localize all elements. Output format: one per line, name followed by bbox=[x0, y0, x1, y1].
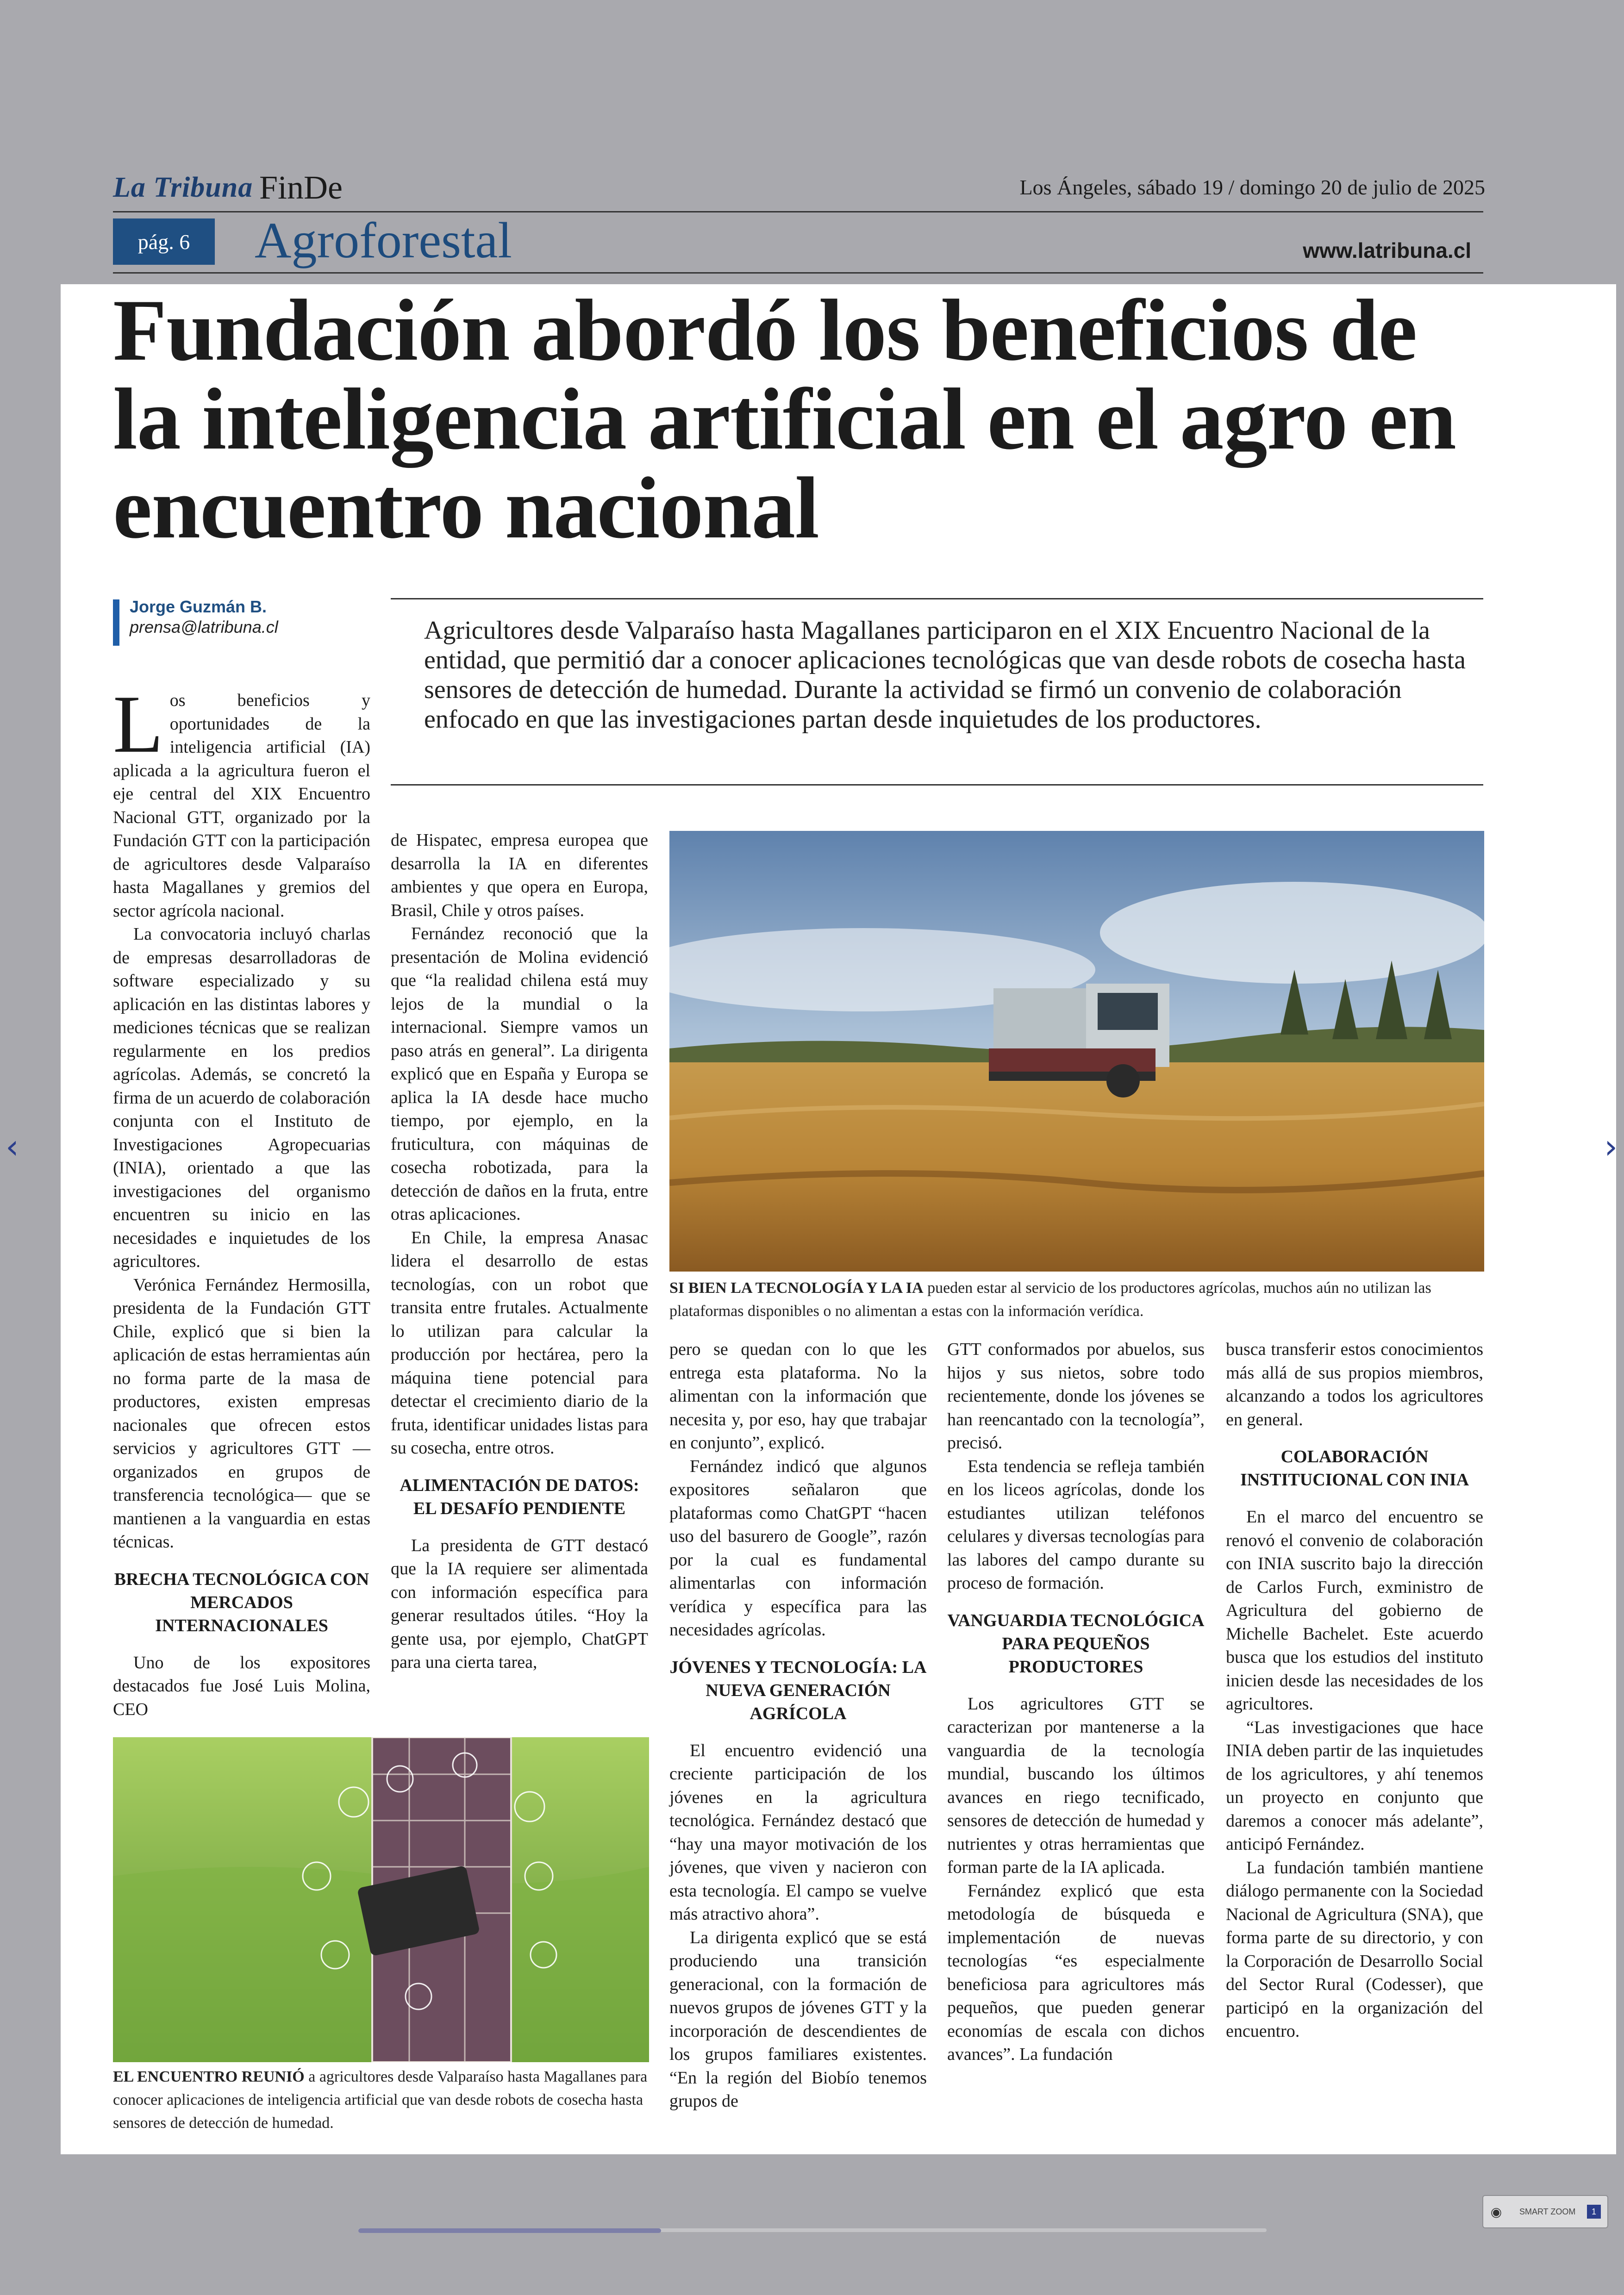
author-accent-bar bbox=[113, 599, 119, 646]
lead-bottom-rule bbox=[391, 784, 1483, 786]
article-column-4 bbox=[947, 1338, 1205, 2066]
harvester-photo bbox=[669, 831, 1484, 1272]
subheading: VANGUARDIA TECNOLÓGICA PARA PEQUEÑOS PRODUCTORES bbox=[947, 1610, 1205, 1677]
section-divider bbox=[113, 272, 1483, 274]
paragraph bbox=[113, 678, 370, 923]
paragraph: “Las investigaciones que hace INIA deben partir de las inquietudes de los agricultores, y ahí tenemos un proyecto en conjunto que daremos a conocer más adelante”, anticipó Fernández. bbox=[1226, 1717, 1483, 1854]
paragraph: Fernández explicó que esta metodología de búsqueda e implementación de nuevas tecnologías “es especialmente beneficiosa para agricultores más pequeños, que pueden generar economías de escala con dichos avances”. La fundación bbox=[947, 1881, 1205, 2064]
harvester-photo-caption bbox=[669, 1277, 1484, 1323]
paragraph: El encuentro evidenció una creciente participación de los jóvenes en la agricultura tecnológica. Fernández destacó que “hay una mayor motivación de los jóvenes, que viven y nacieron con esta tecnología. El campo se vuelve más atractivo ahora”. bbox=[669, 1740, 927, 1924]
subheading: BRECHA TECNOLÓGICA CON MERCADOS INTERNACIONALES bbox=[114, 1569, 369, 1635]
caption-text: pueden estar al servicio de los productores agrícolas, muchos aún no utilizan las plataformas disponibles o no alimentan a estas con la información verídica. bbox=[669, 1279, 1431, 1320]
article-column-3 bbox=[669, 1338, 927, 2113]
edition-name: FinDe bbox=[259, 169, 343, 206]
paragraph: En el marco del encuentro se renovó el convenio de colaboración con INIA suscrito bajo la dirección de Carlos Furch, exministro de Agricultura del gobierno de Michelle Bachelet. Este acuerdo busca que los estudios del instituto inicien desde las necesidades de los agricultores. bbox=[1226, 1507, 1483, 1714]
caption-lead: SI BIEN LA TECNOLOGÍA Y LA IA bbox=[669, 1279, 924, 1297]
lead-top-rule bbox=[391, 598, 1483, 599]
author-name: Jorge Guzmán B. bbox=[130, 597, 267, 616]
page-counter: 1 bbox=[1587, 2205, 1601, 2219]
article-column-2 bbox=[391, 829, 648, 1674]
caption-lead: EL ENCUENTRO REUNIÓ bbox=[113, 2068, 305, 2085]
farmer-photo-caption bbox=[113, 2065, 649, 2135]
paragraph: Los agricultores GTT se caracterizan por mantenerse a la vanguardia de la tecnología mundial, buscando los últimos avances en riego tecnificado, sensores de detección de humedad y nutrientes y otras herramientas que forman parte de la IA aplicada. bbox=[947, 1694, 1205, 1877]
newspaper-logo: La Tribuna bbox=[113, 172, 253, 203]
subheading: COLABORACIÓN INSTITUCIONAL CON INIA bbox=[1240, 1447, 1469, 1490]
next-page-arrow-icon[interactable]: › bbox=[1604, 1127, 1618, 1166]
eye-icon: ◉ bbox=[1490, 2204, 1502, 2220]
section-title: Agroforestal bbox=[255, 212, 512, 268]
paragraph: Esta tendencia se refleja también en los liceos agrícolas, donde los estudiantes utilizan teléfonos celulares y diversas tecnologías para las labores del campo durante su proceso de formación. bbox=[947, 1456, 1205, 1593]
website-url: www.latribuna.cl bbox=[1303, 238, 1471, 262]
paragraph: La presidenta de GTT destacó que la IA requiere ser alimentada con información específica para generar resultados útiles. “Hoy la gente usa, por ejemplo, ChatGPT para una cierta tarea, bbox=[391, 1535, 648, 1672]
article-headline: Fundación abordó los beneficios de la inteligencia artificial en el agro en encuentro nacional bbox=[113, 282, 1456, 557]
subheading: JÓVENES Y TECNOLOGÍA: LA NUEVA GENERACIÓN AGRÍCOLA bbox=[669, 1657, 927, 1723]
horizontal-scroll-thumb[interactable] bbox=[358, 2228, 661, 2233]
article-column-1 bbox=[113, 678, 371, 1721]
issue-date: Los Ángeles, sábado 19 / domingo 20 de julio de 2025 bbox=[1019, 175, 1485, 199]
caption-text: a agricultores desde Valparaíso hasta Magallanes para conocer aplicaciones de inteligencia artificial que van desde robots de cosecha hasta sensores de detección de humedad. bbox=[113, 2068, 648, 2132]
paragraph: busca transferir estos conocimientos más allá de sus propios miembros, alcanzando a todos los agricultores en general. bbox=[1226, 1340, 1483, 1429]
article-lead: Agricultores desde Valparaíso hasta Magallanes participaron en el XIX Encuentro Nacional de la entidad, que permitió dar a conocer aplicaciones tecnológicas que van desde robots de cosecha hasta sensores de detección de humedad. Durante la actividad se firmó un convenio de colaboración enfocado en que las investigaciones partan desde inquietudes de los productores. bbox=[424, 616, 1466, 734]
farmer-tablet-photo bbox=[113, 1737, 649, 2062]
smart-zoom-button[interactable] bbox=[1482, 2195, 1608, 2228]
paragraph: La fundación también mantiene diálogo permanente con la Sociedad Nacional de Agricultura (SNA), que forma parte de su directorio, y con la Corporación de Desarrollo Social del Sector Rural (Codesser), que participó en la organización del encuentro. bbox=[1226, 1858, 1483, 2041]
paragraph: En Chile, la empresa Anasac lidera el desarrollo de estas tecnologías, con un robot que transita entre frutales. Actualmente lo utilizan para calcular la producción por hectárea, pero la máquina tiene potencial para detectar el crecimiento diario de la fruta, identificar unidades listas para su cosecha, entre otros. bbox=[391, 1228, 648, 1458]
author-email: prensa@latribuna.cl bbox=[130, 617, 278, 636]
paragraph: Fernández indicó que algunos expositores señalaron que plataformas como ChatGPT “hacen uso del basurero de Google”, razón por la cual es fundamental alimentarlas con información verídica y específica para las necesidades agrícolas. bbox=[669, 1456, 927, 1640]
paragraph: Fernández reconoció que la presentación de Molina evidenció que “la realidad chilena está muy lejos de la mundial o la internacional. Siempre vamos un paso atrás en general”. La dirigenta explicó que en España y Europa se aplica la IA desde hace mucho tiempo, por ejemplo, en la fruticultura, con máquinas de cosecha robotizada, para la detección de daños en la fruta, entre otras aplicaciones. bbox=[391, 924, 648, 1224]
paragraph: pero se quedan con lo que les entrega esta plataforma. No la alimentan con la información que necesita y, por eso, hay que trabajar en conjunto”, explicó. bbox=[669, 1340, 927, 1453]
paragraph: La convocatoria incluyó charlas de empresas desarrolladoras de software especializado y su aplicación en las distintas labores y mediciones técnicas que se realizan regularmente en los predios agrícolas. Además, se concretó la firma de un acuerdo de colaboración conjunta con el Instituto de Investigaciones Agropecuarias (INIA), orientado a que las investigaciones del organismo encuentren su inicio en las necesidades e inquietudes de los agricultores. bbox=[113, 924, 371, 1271]
paragraph: GTT conformados por abuelos, sus hijos y sus nietos, sobre todo recientemente, donde los jóvenes se han reencantado con la tecnología”, precisó. bbox=[947, 1340, 1205, 1453]
drop-cap: L bbox=[113, 678, 163, 770]
paragraph: Uno de los expositores destacados fue José Luis Molina, CEO bbox=[113, 1653, 370, 1719]
paragraph: La dirigenta explicó que se está produciendo una transición generacional, con la formación de nuevos grupos de jóvenes GTT y la incorporación de descendientes de los grupos familiares existentes. “En la región del Biobío tenemos grupos de bbox=[669, 1927, 927, 2111]
smart-zoom-label: SMART ZOOM bbox=[1519, 2207, 1576, 2216]
article-column-5 bbox=[1226, 1338, 1483, 2043]
paragraph: de Hispatec, empresa europea que desarrolla la IA en diferentes ambientes y que opera en Europa, Brasil, Chile y otros países. bbox=[391, 830, 648, 920]
paragraph-text: os beneficios y oportunidades de la inteligencia artificial (IA) aplicada a la agricultura fueron el eje central del XIX Encuentro Nacional GTT, organizado por la Fundación GTT con la participación de agricultores desde Valparaíso hasta Magallanes y gremios del sector agrícola nacional. bbox=[113, 691, 370, 921]
page-number-badge: pág. 6 bbox=[113, 218, 215, 265]
paragraph: Verónica Fernández Hermosilla, presidenta de la Fundación GTT Chile, explicó que si bien la aplicación de estas herramientas aún no forma parte de la masa de productores, existen empresas nacionales que ofrecen estos servicios y agricultores GTT —organizados en grupos de transferencia tecnológica— que se mantienen a la vanguardia en estas técnicas. bbox=[113, 1275, 370, 1552]
subheading: ALIMENTACIÓN DE DATOS: EL DESAFÍO PENDIENTE bbox=[400, 1475, 639, 1518]
previous-page-arrow-icon[interactable]: ‹ bbox=[6, 1127, 19, 1166]
